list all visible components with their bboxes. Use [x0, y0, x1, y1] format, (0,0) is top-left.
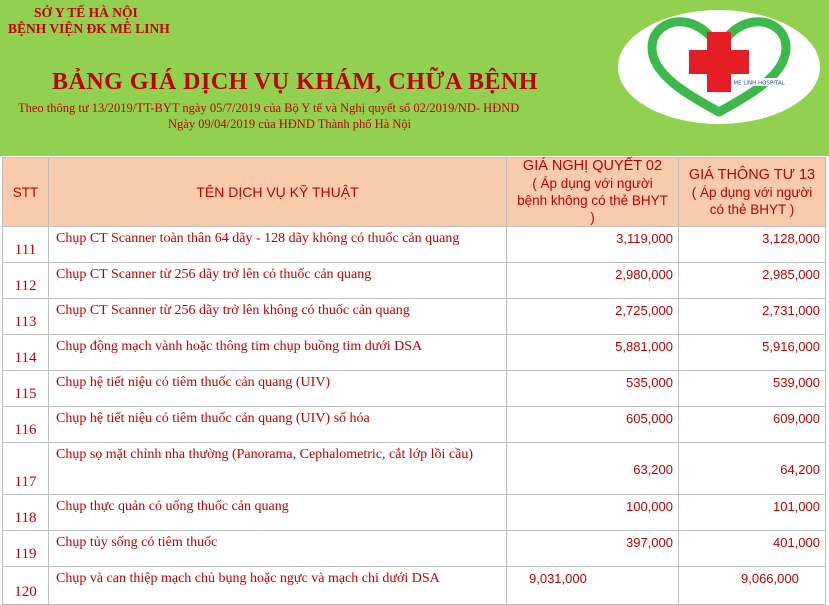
- org-name-line1: SỞ Y TẾ HÀ NỘI: [34, 5, 138, 20]
- row-service-name: Chụp tủy sống có tiêm thuốc: [49, 531, 507, 567]
- row-price-tt13: 101,000: [679, 495, 826, 531]
- row-price-tt13: 2,985,000: [679, 263, 826, 299]
- row-price-tt13: 539,000: [679, 371, 826, 407]
- row-price-nq02: 397,000: [507, 531, 679, 567]
- table-row: [3, 567, 826, 605]
- row-service-name: Chụp động mạch vành hoặc thông tim chụp buồng tim dưới DSA: [49, 335, 507, 371]
- row-price-tt13: 2,731,000: [679, 299, 826, 335]
- header-price-nq02-title: GIÁ NGHỊ QUYẾT 02: [522, 158, 663, 174]
- row-stt: 118: [3, 495, 49, 531]
- row-stt: 116: [3, 407, 49, 443]
- row-service-name: Chụp CT Scanner từ 256 dãy trở lên không có thuốc cản quang: [49, 299, 507, 335]
- row-price-nq02: 100,000: [507, 495, 679, 531]
- row-stt: 114: [3, 335, 49, 371]
- header-price-nq02: [507, 158, 679, 227]
- row-price-nq02: 5,881,000: [507, 335, 679, 371]
- header-price-tt13-note: ( Áp dụng với người có thẻ BHYT ): [691, 184, 813, 217]
- row-stt: 113: [3, 299, 49, 335]
- row-service-name: Chụp sọ mặt chỉnh nha thường (Panorama, Cephalometric, cắt lớp lồi cầu): [49, 443, 507, 495]
- header-price-tt13: [679, 158, 826, 227]
- page-title: BẢNG GIÁ DỊCH VỤ KHÁM, CHỮA BỆNH: [52, 69, 539, 95]
- row-price-nq02: 63,200: [507, 443, 679, 495]
- table-row: [3, 531, 826, 567]
- row-service-name: Chụp hệ tiết niệu có tiêm thuốc cản quang (UIV) số hóa: [49, 407, 507, 443]
- subtitle-line1: Theo thông tư 13/2019/TT-BYT ngày 05/7/2019 của Bộ Y tế và Nghị quyết số 02/2019/ND- HĐND: [18, 101, 520, 115]
- row-price-nq02: 9,031,000: [507, 567, 679, 605]
- hospital-logo-icon: [616, 8, 822, 126]
- row-stt: 117: [3, 443, 49, 495]
- table-row: [3, 443, 826, 495]
- header-service-name: TÊN DỊCH VỤ KỸ THUẬT: [49, 158, 507, 227]
- row-stt: 120: [3, 567, 49, 605]
- row-price-tt13: 401,000: [679, 531, 826, 567]
- header-price-nq02-note: ( Áp dụng với người bệnh không có thẻ BHYT ): [517, 176, 668, 225]
- table-row: [3, 227, 826, 263]
- row-service-name: Chụp CT Scanner từ 256 dãy trở lên có thuốc cản quang: [49, 263, 507, 299]
- row-stt: 111: [3, 227, 49, 263]
- row-service-name: Chụp CT Scanner toàn thân 64 dãy - 128 dãy không có thuốc cản quang: [49, 227, 507, 263]
- row-price-tt13: 64,200: [679, 443, 826, 495]
- row-price-nq02: 2,980,000: [507, 263, 679, 299]
- row-price-tt13: 3,128,000: [679, 227, 826, 263]
- header-price-tt13-title: GIÁ THÔNG TƯ 13: [688, 166, 816, 183]
- row-price-nq02: 2,725,000: [507, 299, 679, 335]
- row-service-name: Chụp hệ tiết niệu có tiêm thuốc cản quang (UIV): [49, 371, 507, 407]
- row-price-nq02: 3,119,000: [507, 227, 679, 263]
- table-header-row: [3, 158, 826, 227]
- row-service-name: Chụp và can thiệp mạch chủ bụng hoặc ngực và mạch chi dưới DSA: [49, 567, 507, 605]
- row-stt: 119: [3, 531, 49, 567]
- table-row: [3, 495, 826, 531]
- org-name-line2: BỆNH VIỆN ĐK MÊ LINH: [8, 21, 170, 36]
- table-row: [3, 335, 826, 371]
- row-price-tt13: 9,066,000: [679, 567, 826, 605]
- price-table: [2, 157, 826, 605]
- row-price-tt13: 609,000: [679, 407, 826, 443]
- row-price-tt13: 5,916,000: [679, 335, 826, 371]
- row-stt: 115: [3, 371, 49, 407]
- svg-text:ME LINH HOSPITAL: ME LINH HOSPITAL: [733, 80, 785, 87]
- page-header: [0, 0, 829, 156]
- table-row: [3, 407, 826, 443]
- header-stt: STT: [3, 158, 49, 227]
- table-row: [3, 299, 826, 335]
- table-row: [3, 371, 826, 407]
- row-price-nq02: 605,000: [507, 407, 679, 443]
- row-stt: 112: [3, 263, 49, 299]
- row-price-nq02: 535,000: [507, 371, 679, 407]
- table-row: [3, 263, 826, 299]
- row-service-name: Chụp thực quản có uống thuốc cản quang: [49, 495, 507, 531]
- subtitle-line2: Ngày 09/04/2019 của HĐND Thành phố Hà Nội: [168, 117, 412, 131]
